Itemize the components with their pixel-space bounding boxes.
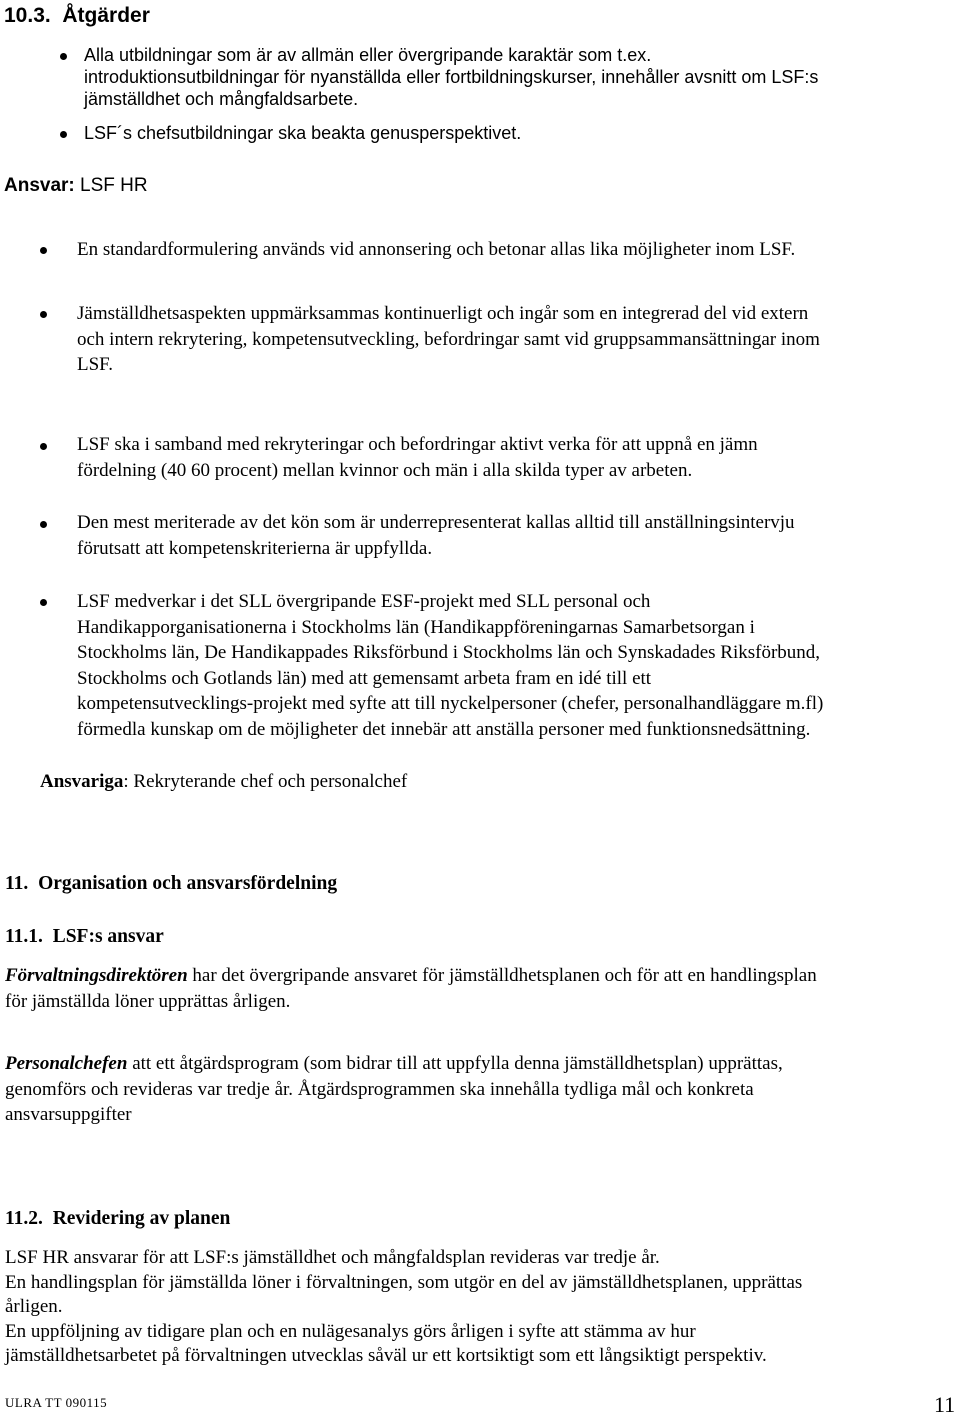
- paragraph-revision: [5, 1246, 802, 1369]
- responsible-parties-label: Ansvariga: [40, 771, 124, 792]
- line: kompetensutvecklings-projekt med syfte att till nyckelpersoner (chefer, personalhandläggare m.fl): [77, 693, 824, 714]
- line: genomförs och revideras var tredje år. Åtgärdsprogrammen ska innehålla tydliga mål och konkreta: [5, 1078, 754, 1100]
- list-item: [77, 237, 795, 263]
- line: En uppföljning av tidigare plan och en nulägesanalys görs årligen i syfte att stämma av hur: [5, 1320, 696, 1342]
- bullet-dot: [60, 131, 67, 138]
- line: En standardformulering används vid annonsering och betonar allas lika möjligheter inom LSF.: [77, 239, 796, 260]
- line: LSF.: [77, 354, 113, 375]
- section-10-3-heading: [4, 4, 150, 28]
- line: årligen.: [5, 1296, 63, 1317]
- line: Stockholms och Gotlands län) med att gemensamt arbeta fram en idé till ett: [77, 667, 652, 689]
- list-item: [77, 301, 820, 378]
- section-number: 11.1.: [5, 926, 43, 947]
- line: Stockholms län, De Handikappades Riksförbund i Stockholms län och Synskadades Riksförbund,: [77, 642, 821, 663]
- responsibility-line: [4, 175, 148, 197]
- line: Den mest meriterade av det kön som är underrepresenterat kallas alltid till anställningsintervju: [77, 512, 795, 533]
- responsibility-value: LSF HR: [74, 175, 148, 196]
- line: LSF´s chefsutbildningar ska beakta genusperspektivet.: [84, 123, 522, 143]
- bullet-dot: [40, 443, 47, 450]
- role-name: Förvaltningsdirektören: [5, 965, 188, 986]
- line: förmedla kunskap om de möjligheter det innebär att anställa personer med funktionsnedsättning.: [77, 718, 811, 740]
- role-name: Personalchefen: [5, 1053, 128, 1074]
- line: [5, 963, 817, 989]
- line: jämställdhet och mångfaldsarbete.: [84, 89, 359, 109]
- line: ansvarsuppgifter: [5, 1104, 132, 1125]
- list-item: [77, 432, 758, 483]
- list-item: [77, 589, 823, 742]
- line: LSF HR ansvarar för att LSF:s jämställdhet och mångfaldsplan revideras var tredje år.: [5, 1247, 660, 1268]
- line: LSF ska i samband med rekryteringar och befordringar aktivt verka för att uppnå en jämn: [77, 434, 758, 455]
- section-number: 11.2.: [5, 1208, 43, 1229]
- responsibility-label: Ansvar:: [4, 175, 75, 196]
- line: fördelning (40 60 procent) mellan kvinnor och män i alla skilda typer av arbeten.: [77, 459, 693, 481]
- section-title: Organisation och ansvarsfördelning: [38, 873, 338, 894]
- line: En handlingsplan för jämställda löner i förvaltningen, som utgör en del av jämställdhetsplanen, upprättas: [5, 1271, 803, 1293]
- section-11-1-heading: [5, 926, 164, 948]
- line: för jämställda löner upprättas årligen.: [5, 990, 291, 1012]
- list-item: [84, 122, 521, 144]
- line: Alla utbildningar som är av allmän eller övergripande karaktär som t.ex.: [84, 45, 652, 65]
- line: [5, 1051, 783, 1077]
- paragraph-hr-manager: [5, 1051, 783, 1128]
- section-number: 11.: [5, 873, 29, 894]
- section-title: LSF:s ansvar: [52, 926, 164, 947]
- section-number: 10.3.: [4, 4, 51, 27]
- line: Handikapporganisationerna i Stockholms län (Handikappföreningarnas Samarbetsorgan i: [77, 616, 755, 638]
- line: förutsatt att kompetenskriterierna är uppfyllda.: [77, 537, 433, 559]
- bullet-dot: [40, 311, 47, 318]
- section-11-heading: [5, 873, 337, 895]
- paragraph-director: [5, 963, 817, 1014]
- bullet-dot: [40, 599, 47, 606]
- responsible-parties-line: [40, 771, 407, 793]
- line: Jämställdhetsaspekten uppmärksammas kontinuerligt och ingår som en integrerad del vid extern: [77, 303, 809, 324]
- section-title: Revidering av planen: [52, 1208, 231, 1229]
- list-item: [84, 44, 818, 110]
- line: jämställdhetsarbetet på förvaltningen utvecklas såväl ur ett kortsiktigt som ett långsiktigt perspektiv.: [5, 1345, 767, 1366]
- section-title: Åtgärder: [62, 4, 150, 27]
- section-11-2-heading: [5, 1208, 230, 1230]
- page-number: 11: [934, 1392, 956, 1417]
- footer-doc-id: ULRA TT 090115: [5, 1395, 108, 1410]
- responsible-parties-value: : Rekryterande chef och personalchef: [123, 771, 408, 792]
- bullet-dot: [60, 53, 67, 60]
- bullet-dot: [40, 521, 47, 528]
- line: och intern rekrytering, kompetensutveckling, befordringar samt vid gruppsammansättningar inom: [77, 328, 820, 350]
- bullet-dot: [40, 247, 47, 254]
- text: att ett åtgärdsprogram (som bidrar till att uppfylla denna jämställdhetsplan) upprättas,: [127, 1053, 783, 1074]
- text: har det övergripande ansvaret för jämställdhetsplanen och för att en handlingsplan: [187, 965, 817, 986]
- line: LSF medverkar i det SLL övergripande ESF-projekt med SLL personal och: [77, 591, 651, 612]
- line: introduktionsutbildningar för nyanställda eller fortbildningskurser, innehåller avsnitt om LSF:s: [84, 67, 819, 87]
- list-item: [77, 510, 795, 561]
